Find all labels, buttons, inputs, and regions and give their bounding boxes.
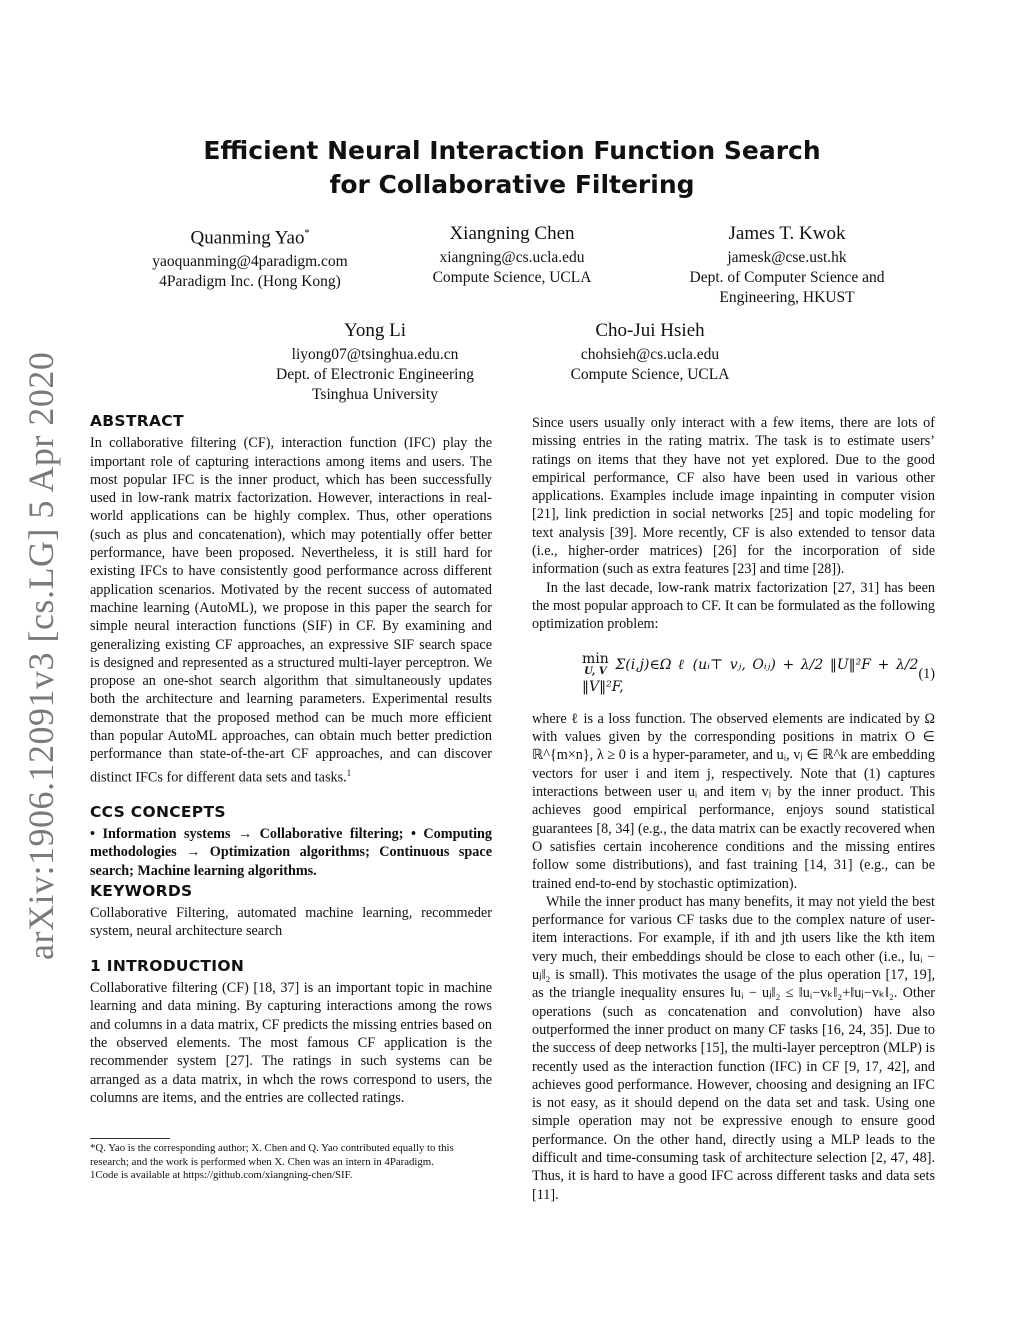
paper-title [0,134,1024,202]
equation-1 [532,652,935,696]
abstract-heading: ABSTRACT [90,412,184,430]
keywords-heading: KEYWORDS [90,881,193,900]
equation-body: Σ(i,j)∈Ω ℓ (uᵢ⊤ vⱼ, Oᵢⱼ) + λ/2 ‖U‖²F + λ/2 ‖V‖²F, [582,656,919,695]
author-block-4 [245,319,505,405]
author-block-2 [382,222,642,288]
author-block-3 [652,222,922,308]
right-paragraph-4: While the inner product has many benefits, it may not yield the best performance for various CF tasks due to the complex nature of user-item interactions. For example, if ith and jth users like the kth item very much, their embeddings should be close to each other (i.e., ‖uᵢ − uⱼ‖₂ is small). This motivates the usage of the plus operation [17, 19], as the triangle inequality ensures ‖uᵢ − uⱼ‖₂ ≤ ‖uᵢ−vₖ‖₂+‖uⱼ−vₖ‖₂. Other operations (such as concatenation and convolution) have also outperformed the inner product on many CF tasks [16, 24, 35]. Due to the success of deep networks [15], the multi-layer perceptron (MLP) is recently used as the interaction function (IFC) in CF [9, 17, 42], and achieves good performance. However, choosing and designing an IFC is not easy, as it should depend on the data set and task. Using one simple operation may not be expressive enough to ensure good performance. On the other hand, directly using a MLP leads to the difficult and time-consuming task of architecture selection [2, 47, 48]. Thus, it is hard to have a good IFC across different tasks and data sets [11]. [532,893,935,1203]
author-email: chohsieh@cs.ucla.edu [580,346,720,363]
keywords-text: Collaborative Filtering, automated machine learning, recommeder system, neural architecture search [90,905,492,940]
abstract-footnote-mark: 1 [346,767,352,778]
author-email: xiangning@cs.ucla.edu [439,249,585,266]
right-paragraph-3: where ℓ is a loss function. The observed elements are indicated by Ω with values given by the corresponding positions in matrix O ∈ ℝ^{m×n}, λ ≥ 0 is a hyper-parameter, and uᵢ, vⱼ ∈ ℝ^k are embedding vectors for user i and item j, respectively. Note that (1) captures interactions between user uᵢ and item vⱼ by the inner product. This achieves good empirical performance, enjoys sound statistical guarantees [8, 34] (e.g., the data matrix can be exactly recovered when O satisfies certain incoherence conditions and the missing entires follow some distributions), and fast training [14, 31] (e.g., can be trained end-to-end by stochastic optimization). [532,710,935,892]
author-block-5 [520,319,780,385]
ccs-heading: CCS CONCEPTS [90,802,226,821]
footnote-rule [90,1138,170,1139]
author-email: yaoquanming@4paradigm.com [152,253,348,271]
right-paragraph-2: In the last decade, low-rank matrix factorization [27, 31] has been the most popular approach to CF. It can be formulated as the following optimization problem: [532,579,935,633]
footnote-corresponding: *Q. Yao is the corresponding author; X. Chen and Q. Yao contributed equally to this research; and the work is performed when X. Chen was an intern in 4Paradigm. [90,1142,454,1168]
equation-number: (1) [918,665,935,682]
author-affiliation: Compute Science, UCLA [432,269,592,286]
author-affiliation: Dept. of Electronic Engineering [276,366,474,383]
footnotes [90,1142,492,1183]
title-line-1: Efficient Neural Interaction Function Search [203,136,821,165]
equation-expression [582,652,918,696]
title-line-2: for Collaborative Filtering [329,170,695,199]
equation-min: min [582,650,609,667]
author-affiliation: 4Paradigm Inc. (Hong Kong) [159,273,341,291]
author-email: jamesk@cse.ust.hk [727,249,847,266]
right-paragraph-1: Since users usually only interact with a few items, there are lots of missing entries in the rating matrix. The task is to estimate users’ ratings on items that they have not yet explored. Due to the good empirical performance, CF also have been used in various other applications. Examples include image inpainting in computer vision [21], link prediction in social networks [25] and topic modeling for text analysis [39]. More recently, CF is also extended to tensor data (i.e., higher-order matrices) [26] for the incorporation of side information (such as extra features [23] and time [28]). [532,415,935,578]
author-block-1 [120,222,380,292]
ccs-text: • Information systems → Collaborative filtering; • Computing methodologies → Optimization algorithms; Continuous space search; Machine learning algorithms. [90,825,492,879]
abstract-text: In collaborative filtering (CF), interaction function (IFC) play the important role of capturing interactions among items and users. The most popular IFC is the inner product, which has been successfully used in low-rank matrix factorization. However, interactions in real-world applications can be highly complex. Thus, other operations (such as plus and concatenation), which may potentially offer better performance, have been proposed. Nevertheless, it is still hard for existing IFCs to have consistently good performance across different application scenarios. Motivated by the recent success of automated machine learning (AutoML), we propose in this paper the search for simple neural interaction functions (SIF) in CF. By examining and generalizing existing CF approaches, an expressive SIF search space is designed and represented as a structured multi-layer perceptron. We propose an one-shot search algorithm that simultaneously updates both the architecture and learning parameters. Experimental results demonstrate that the proposed method can be much more efficient than popular AutoML approaches, can obtain much better prediction performance than state-of-the-art CF approaches, and can discover distinct IFCs for different data sets and tasks.$^1$ [90,435,492,786]
arxiv-identifier: arXiv:1906.12091v3 [cs.LG] 5 Apr 2020 [21,351,61,960]
footnote-code: 1Code is available at https://github.com/xiangning-chen/SIF. [90,1169,353,1181]
equation-subscript: U, V [584,665,607,677]
left-column [90,412,492,1107]
author-name: Cho-Jui Hsieh [595,320,705,341]
introduction-paragraph-1: Collaborative filtering (CF) [18, 37] is an important topic in machine learning and data mining. By capturing interactions among the rows and columns in a data matrix, CF predicts the missing entries based on the observed elements. The most famous CF application is the recommender system [27]. The ratings in such systems can be arranged as a data matrix, in whch the rows correspond to users, the columns are items, and the entries are collected ratings. [90,980,492,1106]
author-email: liyong07@tsinghua.edu.cn [291,346,459,363]
author-affiliation-cont: Tsinghua University [312,386,438,403]
author-affiliation: Dept. of Computer Science and [689,269,885,286]
author-footnote-mark: * [304,228,310,239]
right-column [532,414,935,1204]
author-name: James T. Kwok [728,223,846,244]
introduction-heading: 1 INTRODUCTION [90,956,245,975]
author-name: Xiangning Chen [449,223,575,244]
author-name: Quanming Yao [190,227,305,249]
author-affiliation-cont: Engineering, HKUST [719,289,855,306]
author-affiliation: Compute Science, UCLA [570,366,730,383]
author-name: Yong Li [344,320,406,341]
